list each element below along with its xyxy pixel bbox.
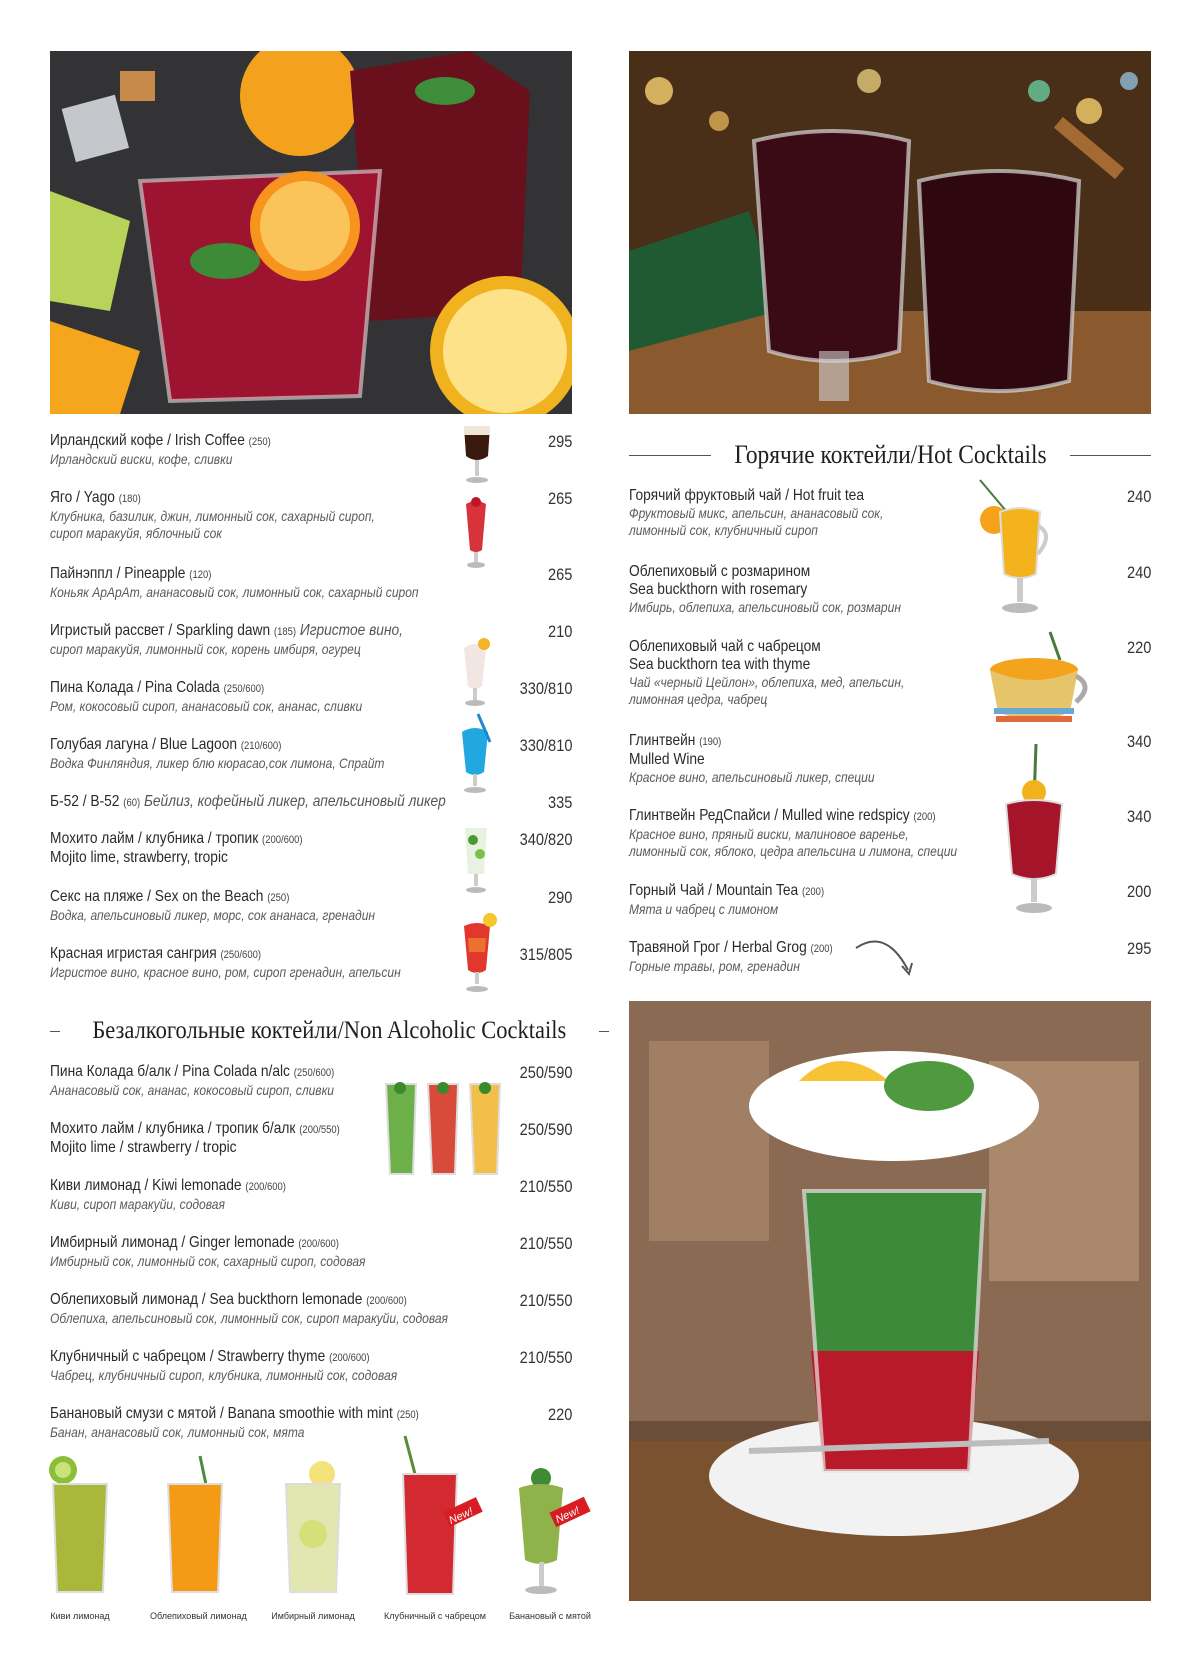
heading-rule-left xyxy=(50,1031,60,1032)
list-item xyxy=(50,622,572,658)
item-desc: Мята и чабрец с лимоном xyxy=(629,901,779,917)
heading-rule-right xyxy=(599,1031,609,1032)
item-name: Пайнэппл / Pineapple xyxy=(50,565,186,582)
item-volume: (185) xyxy=(273,626,297,638)
thumb-caption: Облепиховый лимонад xyxy=(150,1611,247,1621)
item-price: 265 xyxy=(547,489,572,508)
thumb-caption: Банановый с мятой xyxy=(509,1611,591,1621)
item-price: 240 xyxy=(1126,563,1151,582)
item-price: 315/805 xyxy=(519,945,572,964)
item-name: Банановый смузи с мятой / Banana smoothie with mint xyxy=(50,1405,393,1422)
item-desc: Чабрец, клубничный сироп, клубника, лимонный сок, содовая xyxy=(50,1367,398,1383)
item-desc: Имбирь, облепиха, апельсиновый сок, розмарин xyxy=(629,599,901,615)
thumb-caption: Клубничный с чабрецом xyxy=(383,1611,486,1621)
item-name: Яго / Yago xyxy=(50,489,115,506)
item-desc-2: лимонная цедра, чабрец xyxy=(629,691,768,707)
item-desc: Ирландский виски, кофе, сливки xyxy=(50,451,233,467)
item-name: Травяной Грог / Herbal Grog xyxy=(629,939,807,956)
item-volume: (250/600) xyxy=(293,1067,335,1079)
yago-glass-icon xyxy=(462,496,490,570)
hot-fruit-tea-glass-icon xyxy=(972,478,1064,622)
item-desc: Ром, кокосовый сироп, ананасовый сок, ананас, сливки xyxy=(50,698,363,714)
list-item xyxy=(50,1234,572,1270)
item-desc: Ананасовый сок, ананас, кокосовый сироп, сливки xyxy=(50,1082,334,1098)
kiwi-lemonade-glass-icon xyxy=(45,1454,115,1604)
mojito-glass-icon xyxy=(460,822,492,896)
list-item xyxy=(50,1291,572,1327)
item-name: Горный Чай / Mountain Tea xyxy=(629,882,799,899)
item-name: Глинтвейн РедСпайси / Mulled wine redspicy xyxy=(629,807,910,824)
list-item xyxy=(50,489,572,542)
item-name: Облепиховый чай с чабрецом xyxy=(629,638,821,655)
item-name: Имбирный лимонад / Ginger lemonade xyxy=(50,1234,295,1251)
list-item xyxy=(629,487,1151,539)
thumb-strawberry-thyme xyxy=(380,1434,490,1621)
item-price: 210/550 xyxy=(519,1177,572,1196)
item-desc: Чай «черный Цейлон», облепиха, мед, апельсин, xyxy=(629,674,905,690)
item-volume: (60) xyxy=(123,797,141,809)
thumb-banana-smoothie xyxy=(500,1464,600,1621)
heading-text: Безалкогольные коктейли/Non Alcoholic Cocktails xyxy=(92,1017,567,1044)
list-item xyxy=(629,732,1151,786)
sea-buckthorn-tea-cup-icon xyxy=(980,630,1098,734)
item-price: 295 xyxy=(547,432,572,451)
item-price: 220 xyxy=(547,1405,572,1424)
heading-text: Горячие коктейли/Hot Cocktails xyxy=(733,440,1047,469)
strawberry-thyme-glass-icon xyxy=(385,1434,485,1604)
ginger-lemonade-glass-icon xyxy=(278,1454,348,1604)
thumb-sea-buckthorn-lemonade xyxy=(150,1454,247,1621)
item-desc: Клубника, базилик, джин, лимонный сок, сахарный сироп, xyxy=(50,508,375,524)
list-item xyxy=(50,1405,572,1441)
item-volume: (200/600) xyxy=(245,1181,286,1193)
item-price: 210/550 xyxy=(519,1348,572,1367)
item-price: 250/590 xyxy=(519,1120,572,1139)
item-name: Клубничный с чабрецом / Strawberry thyme xyxy=(50,1348,326,1365)
item-price: 295 xyxy=(1126,939,1151,958)
item-name-en: Sea buckthorn tea with thyme xyxy=(629,656,811,673)
item-name: Мохито лайм / клубника / тропик б/алк xyxy=(50,1120,296,1137)
item-name: Облепиховый лимонад / Sea buckthorn lemonade xyxy=(50,1291,363,1308)
item-price: 240 xyxy=(1126,487,1151,506)
non-alcoholic-heading xyxy=(50,1017,572,1045)
banana-smoothie-glass-icon xyxy=(505,1464,595,1604)
thumb-ginger-lemonade xyxy=(268,1454,358,1621)
item-price: 340 xyxy=(1126,732,1151,751)
list-item xyxy=(50,565,572,601)
item-price: 330/810 xyxy=(519,679,572,698)
item-desc: Фруктовый микс, апельсин, ананасовый сок, xyxy=(629,505,884,521)
item-name: Мохито лайм / клубника / тропик xyxy=(50,830,259,847)
item-volume: (200/600) xyxy=(329,1352,370,1364)
item-name: Киви лимонад / Kiwi lemonade xyxy=(50,1177,242,1194)
item-desc-2: лимонный сок, яблоко, цедра апельсина и лимона, специи xyxy=(629,843,958,859)
item-name: Ирландский кофе / Irish Coffee xyxy=(50,432,245,449)
item-price: 200 xyxy=(1126,882,1151,901)
item-name: Голубая лагуна / Blue Lagoon xyxy=(50,736,238,753)
item-volume: (200) xyxy=(802,886,825,898)
item-volume: (200) xyxy=(810,943,833,955)
list-item xyxy=(50,1348,572,1384)
item-volume: (190) xyxy=(699,736,722,748)
item-price: 340 xyxy=(1126,807,1151,826)
item-name-en: Mojito lime, strawberry, tropic xyxy=(50,849,228,866)
item-price: 340/820 xyxy=(519,830,572,849)
thumb-kiwi-lemonade xyxy=(40,1454,120,1621)
irish-coffee-glass-icon xyxy=(460,424,494,486)
sea-buckthorn-lemonade-glass-icon xyxy=(160,1454,230,1604)
heading-rule-left xyxy=(629,455,711,456)
item-volume: (200/550) xyxy=(299,1124,340,1136)
mojito-trio-glasses-icon xyxy=(382,1078,507,1178)
item-name: Глинтвейн xyxy=(629,732,696,749)
item-price: 210 xyxy=(547,622,572,641)
item-volume: (250/600) xyxy=(220,949,261,961)
list-item xyxy=(629,563,1151,616)
item-volume: (120) xyxy=(189,569,212,581)
item-name: Горячий фруктовый чай / Hot fruit tea xyxy=(629,487,864,504)
photo-mulled-wine xyxy=(629,51,1151,414)
item-desc: Киви, сироп маракуйи, содовая xyxy=(50,1196,225,1212)
blue-lagoon-glass-icon xyxy=(456,712,494,796)
photo-herbal-tea xyxy=(629,1001,1151,1601)
item-price: 330/810 xyxy=(519,736,572,755)
item-price: 290 xyxy=(547,888,572,907)
item-volume: (210/600) xyxy=(240,740,282,752)
item-desc-2: сироп маракуйя, яблочный сок xyxy=(50,525,222,541)
item-volume: (200/600) xyxy=(298,1238,339,1250)
item-desc: Игристое вино, красное вино, ром, сироп гренадин, апельсин xyxy=(50,964,401,980)
item-desc-inline: Игристое вино, xyxy=(299,622,403,639)
item-volume: (200/600) xyxy=(262,834,303,846)
item-volume: (250/600) xyxy=(223,683,265,695)
list-item xyxy=(50,830,572,867)
thumb-caption: Имбирный лимонад xyxy=(271,1611,355,1621)
item-volume: (200) xyxy=(913,811,936,823)
curved-arrow-icon xyxy=(852,932,916,980)
item-price: 210/550 xyxy=(519,1234,572,1253)
photo-sangria xyxy=(50,51,572,414)
item-desc: Красное вино, пряный виски, малиновое варенье, xyxy=(629,826,909,842)
item-volume: (180) xyxy=(118,493,141,505)
item-volume: (250) xyxy=(396,1409,419,1421)
item-name: Красная игристая сангрия xyxy=(50,945,217,962)
item-volume: (200/600) xyxy=(366,1295,407,1307)
item-desc: Банан, ананасовый сок, лимонный сок, мята xyxy=(50,1424,305,1440)
item-desc: сироп маракуйя, лимонный сок, корень имбиря, огурец xyxy=(50,641,361,657)
item-desc-2: лимонный сок, клубничный сироп xyxy=(629,522,818,538)
item-name: Пина Колада б/алк / Pina Colada n/alc xyxy=(50,1063,290,1080)
item-desc-inline: Бейлиз, кофейный ликер, апельсиновый ликер xyxy=(143,793,446,810)
item-desc: Горные травы, ром, гренадин xyxy=(629,958,800,974)
hot-cocktails-heading xyxy=(629,440,1151,470)
mulled-wine-redspicy-glass-icon xyxy=(998,742,1070,922)
item-price: 220 xyxy=(1126,638,1151,657)
item-volume: (250) xyxy=(267,892,290,904)
pina-colada-glass-icon xyxy=(458,636,492,708)
item-desc: Красное вино, апельсиновый ликер, специи xyxy=(629,769,875,785)
item-desc: Облепиха, апельсиновый сок, лимонный сок, сироп маракуйи, содовая xyxy=(50,1310,448,1326)
thumb-caption: Киви лимонад xyxy=(50,1611,110,1621)
new-badge-text: New! xyxy=(553,1504,582,1527)
item-price: 265 xyxy=(547,565,572,584)
item-desc: Имбирный сок, лимонный сок, сахарный сироп, содовая xyxy=(50,1253,366,1269)
item-name: Игристый рассвет / Sparkling dawn xyxy=(50,622,271,639)
item-price: 250/590 xyxy=(519,1063,572,1082)
list-item xyxy=(50,1177,572,1213)
list-item xyxy=(50,679,572,715)
item-name: Пина Колада / Pina Colada xyxy=(50,679,220,696)
item-desc: Водка, апельсиновый ликер, морс, сок ананаса, гренадин xyxy=(50,907,376,923)
item-price: 335 xyxy=(547,793,572,812)
item-price: 210/550 xyxy=(519,1291,572,1310)
item-volume: (250) xyxy=(248,436,271,448)
list-item xyxy=(629,807,1151,860)
heading-rule-right xyxy=(1070,455,1152,456)
item-name-en: Mojito lime / strawberry / tropic xyxy=(50,1139,237,1156)
sex-on-the-beach-glass-icon xyxy=(456,908,498,996)
list-item xyxy=(629,882,1151,918)
item-desc: Коньяк АрАрАт, ананасовый сок, лимонный сок, сахарный сироп xyxy=(50,584,419,600)
item-name-en: Mulled Wine xyxy=(629,751,705,768)
new-badge-text: New! xyxy=(447,1505,476,1527)
item-desc: Водка Финляндия, ликер блю кюрасао,сок лимона, Спрайт xyxy=(50,755,385,771)
item-name-en: Sea buckthorn with rosemary xyxy=(629,581,808,598)
item-name: Секс на пляже / Sex on the Beach xyxy=(50,888,264,905)
item-name: Облепиховый с розмарином xyxy=(629,563,811,580)
item-name: Б-52 / B-52 xyxy=(50,793,120,810)
